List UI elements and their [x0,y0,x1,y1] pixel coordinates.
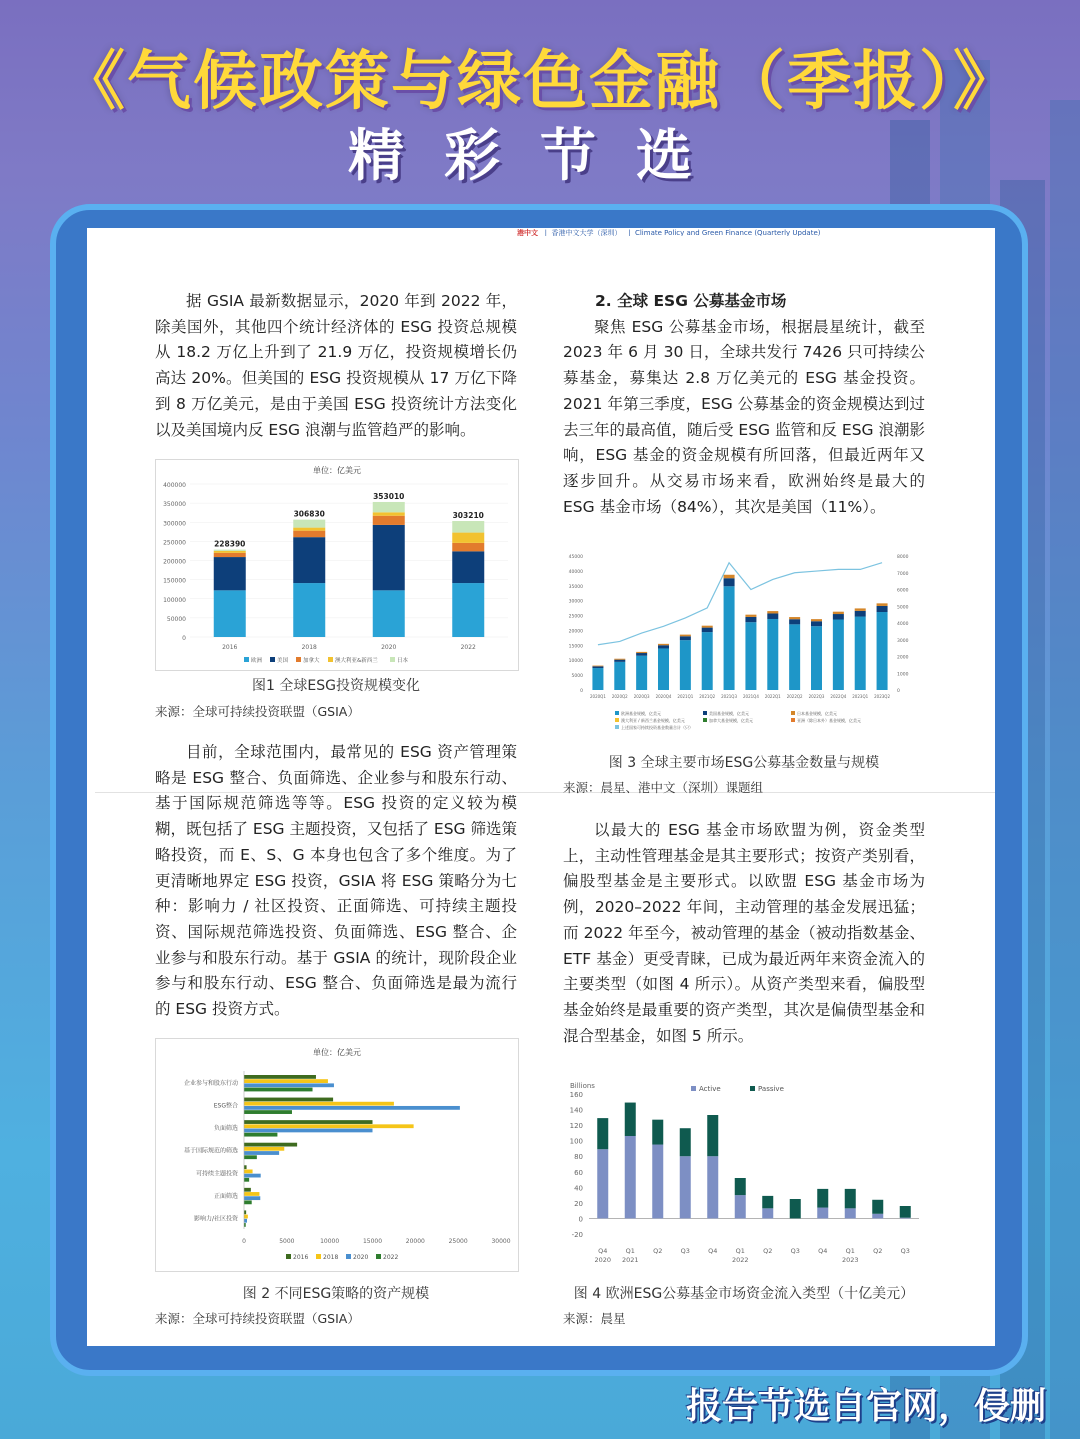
figure-1-bar-加拿大 [293,531,325,538]
figure-1-bar-欧洲 [293,583,325,637]
figure-4-bar-active [762,1208,773,1218]
figure-2-legend-label: 2022 [383,1254,399,1261]
right-column-top [563,289,925,520]
figure-2-legend-label: 2016 [293,1254,309,1261]
figure-3-bar-us [855,611,866,617]
figure-2-xtick: 5000 [279,1238,295,1245]
figure-3-y2tick: 0 [897,689,900,694]
figure-4-bar-active [735,1195,746,1218]
figure-3-y2tick: 5000 [897,605,909,611]
figure-1-bar-日本 [214,550,246,551]
figure-3-bar-other [877,603,888,606]
figure-4-legend-label: Active [699,1085,721,1093]
figure-1-bar-澳大利亚&新西兰 [452,533,484,543]
figure-3-bar-us [745,617,756,622]
figure-2-legend-swatch [286,1254,291,1259]
figure-3-legend-swatch [703,711,707,715]
figure-3-bar-us [877,606,888,612]
figure-4-xtick: Q4 [708,1247,718,1255]
figure-2-bar-2022 [244,1133,277,1137]
figure-4-svg [563,1078,925,1270]
figure-4-ytick: 160 [569,1091,583,1099]
figure-1-bar-日本 [452,521,484,533]
figure-2-bar-2022 [244,1088,313,1092]
figure-1-ytick: 300000 [163,520,186,528]
figure-3-legend-label: 上述国家可持续投资基金数量合计（只） [621,725,693,730]
figure-4-bar-active [680,1156,691,1218]
figure-3-legend-swatch [791,718,795,722]
figure-4-bar-active [652,1145,663,1219]
figure-2-bar-2016 [244,1165,247,1169]
figure-4-ytick: 100 [569,1137,583,1146]
figure-2-category-label: 可持续主题投资 [195,1170,238,1178]
figure-2-bar-2016 [244,1120,373,1124]
figure-4-legend-swatch-active [691,1086,696,1091]
figure-3-legend-label: 澳大利亚 / 新西兰基金规模，亿美元 [621,718,685,723]
figure-4-bar-passive [625,1103,636,1136]
figure-3-y2tick: 1000 [897,672,909,678]
figure-4-xtick: Q1 [735,1247,745,1255]
figure-3-bar-us [767,613,778,619]
figure-4-ytick: 120 [569,1122,583,1131]
figure-1-legend-swatch [244,657,249,662]
figure-1-title: 单位：亿美元 [313,466,361,475]
figure-3-legend-swatch [615,725,619,729]
figure-1-legend-swatch [270,657,275,662]
figure-2-bar-2018 [244,1192,259,1196]
figure-2-category-label: 负面筛选 [213,1125,238,1133]
figure-4-bar-passive [845,1189,856,1208]
figure-4-xtick: Q1 [625,1247,635,1255]
figure-4-legend-label: Passive [758,1085,784,1093]
figure-1-bar-美国 [452,551,484,583]
figure-4-bar-passive [652,1120,663,1145]
figure-4-ytick: 80 [574,1153,583,1162]
figure-3-bar-other [614,659,625,660]
figure-1-xtick: 2018 [301,644,317,651]
figure-1-legend-label: 加拿大 [303,658,320,664]
figure-4-bar-passive [735,1178,746,1195]
figure-3-bar-europe [614,662,625,690]
figure-2-legend-swatch [376,1254,381,1259]
figure-2-bar-2020 [244,1219,247,1223]
left-column-top [155,289,517,443]
figure-3-bar-europe [680,640,691,690]
figure-1-legend-label: 日本 [397,658,409,664]
figure-3-bar-other [592,666,603,667]
figure-3-bar-europe [745,622,756,690]
figure-3-xtick: 2022Q1 [764,694,781,699]
figure-2-category-label: 企业参与和股东行动 [183,1080,238,1087]
figure-3-ytick: 10000 [568,659,583,665]
figure-3-bar-other [702,626,713,628]
figure-2-bar-2018 [244,1079,328,1083]
figure-4-bar-active [845,1208,856,1218]
figure-3-xtick: 2022Q4 [830,694,847,699]
figure-2-bar-2016 [244,1098,333,1102]
figure-4-bar-active [707,1156,718,1218]
figure-2-bar-2018 [244,1215,248,1219]
figure-2-svg [156,1039,518,1271]
figure-3-legend-label: 美国基金规模，亿美元 [709,711,749,716]
figure-1-bar-欧洲 [373,590,405,637]
figure-4-bar-passive [762,1196,773,1208]
figure-4-bar-passive [707,1115,718,1156]
running-header: 港中文 | 香港中文大学（深圳） | Climate Policy and Green Finance (Quarterly Update) [517,229,821,236]
figure-1-svg [156,460,518,670]
figure-3-source: 来源：晨星、港中文（深圳）课题组 [563,780,764,795]
figure-2-caption: 图 2 不同ESG策略的资产规模 [242,1286,430,1302]
figure-2-bar-2020 [244,1106,460,1110]
figure-1-ytick: 250000 [163,539,186,547]
figure-1-bar-日本 [293,520,325,528]
running-header-right: Climate Policy and Green Finance (Quarterly Update) [634,229,821,236]
left-paragraph-2: 目前，全球范围内，最常见的 ESG 资产管理策略是 ESG 整合、负面筛选、企业参与和股东行动、基于国际规范筛选等等。ESG 投资的定义较为模糊，既包括了 ESG 主题投资，又包括了 ESG 筛选策略投资，而 E、S、G 本身也包含了多个维度。为了更清晰地界定 ESG 投资，GSIA 将 ESG 策略分为七种：影响力 / 社区投资、正面筛选、可持续主题投资、国际规范筛选投资、负面筛选、ESG 整合、企业参与和股东行动。基于 GSIA 的统计，现阶段企业参与和股东行动、ESG 整合、负面筛选是最为流行的 ESG 投资方式。 [155,743,517,1019]
figure-3-xtick: 2021Q4 [742,694,759,699]
figure-3-legend-swatch [703,718,707,722]
figure-4-xtick: Q3 [680,1247,690,1255]
figure-3-xtick: 2023Q1 [852,694,869,699]
figure-4-ytick: 40 [574,1184,583,1193]
figure-1-ytick: 200000 [163,558,186,566]
figure-2-bar-2016 [244,1210,246,1214]
figure-2-bar-2018 [244,1147,284,1151]
figure-4-ytick: 60 [574,1168,583,1177]
figure-3-legend-swatch [615,711,619,715]
figure-4-bar-passive [790,1199,801,1218]
figure-4-bar-active [900,1218,911,1219]
figure-3-xtick: 2021Q2 [699,694,716,699]
figure-4-bar-passive [597,1118,608,1149]
figure-1-chart [155,459,519,671]
figure-2-bar-2022 [244,1178,249,1182]
figure-2-source: 来源：全球可持续投资联盟（GSIA） [155,1311,360,1326]
figure-1-ytick: 50000 [166,615,186,623]
figure-2-bar-2020 [244,1174,261,1178]
figure-4-bar-active [817,1208,828,1219]
figure-2-xtick: 30000 [491,1238,511,1245]
figure-1-bar-欧洲 [214,590,246,637]
figure-4-xtick-year: 2021 [621,1256,639,1264]
figure-3-bar-us [789,619,800,624]
figure-4-xtick-year: 2022 [731,1256,749,1264]
figure-3-ytick: 40000 [568,569,583,575]
header-title: 《气候政策与绿色金融（季报）》 [61,45,1019,119]
figure-3-bar-other [789,617,800,619]
figure-4-xtick: Q2 [873,1247,883,1255]
figure-3-ytick: 5000 [571,674,583,680]
figure-3-xtick: 2021Q3 [721,694,738,699]
figure-3-ytick: 25000 [568,614,583,620]
figure-4-xtick: Q4 [598,1247,608,1255]
figure-2-bar-2016 [244,1143,297,1147]
figure-2-bar-2016 [244,1188,251,1192]
figure-1-bar-加拿大 [452,543,484,551]
figure-1-bar-日本 [373,502,405,512]
figure-3-legend-label: 加拿大基金规模，亿美元 [709,718,753,723]
figure-1-legend-swatch [328,657,333,662]
figure-3-bar-us [658,645,669,648]
figure-4-ytick: 0 [578,1215,583,1224]
figure-3-xtick: 2020Q4 [655,694,672,699]
figure-3-bar-us [614,660,625,662]
figure-3-bar-europe [702,632,713,690]
figure-3-y2tick: 6000 [897,588,909,594]
figure-3-bar-us [680,636,691,640]
figure-4-xtick: Q3 [790,1247,800,1255]
figure-3-bar-europe [724,586,735,690]
figure-3-bar-europe [811,626,822,690]
figure-1-xtick: 2016 [222,644,238,651]
figure-1-ytick: 150000 [163,577,186,585]
figure-4-bar-passive [680,1128,691,1156]
figure-4-bar-passive [817,1189,828,1208]
figure-1-source: 来源：全球可持续投资联盟（GSIA） [155,704,360,719]
figure-1-bar-澳大利亚&新西兰 [214,551,246,553]
figure-4-bar-passive [900,1206,911,1218]
figure-4-caption: 图 4 欧洲ESG公募基金市场资金流入类型（十亿美元） [573,1286,915,1302]
figure-3-ytick: 15000 [568,644,583,650]
figure-4-bar-active [625,1136,636,1218]
figure-3-ytick: 35000 [568,584,583,590]
figure-3-y2tick: 4000 [897,622,909,627]
figure-3-bar-other [855,608,866,610]
figure-2-legend-swatch [316,1254,321,1259]
figure-1-caption: 图1 全球ESG投资规模变化 [252,678,420,694]
figure-3-legend-swatch [615,718,619,722]
figure-2-bar-2022 [244,1155,257,1159]
figure-3-bar-us [811,621,822,626]
figure-2-bar-2018 [244,1124,414,1128]
figure-3-bar-europe [877,612,888,690]
figure-3-xtick: 2022Q2 [786,694,803,699]
figure-1-bar-加拿大 [214,553,246,557]
figure-1-legend-label: 澳大利亚&新西兰 [335,658,378,664]
figure-2-legend-label: 2020 [353,1254,369,1261]
figure-3-y2tick: 3000 [897,638,909,644]
figure-4-ytick: 20 [574,1199,583,1208]
figure-1-ytick: 400000 [163,482,186,489]
figure-1-total-label: 228390 [214,539,246,549]
figure-2-category-label: ESG整合 [213,1102,238,1110]
figure-2-bar-2020 [244,1083,334,1087]
figure-4-xtick: Q3 [900,1247,910,1255]
figure-3-bar-europe [767,619,778,690]
figure-1-bar-澳大利亚&新西兰 [373,512,405,515]
figure-3-y2tick: 2000 [897,655,909,661]
figure-1-total-label: 306830 [293,509,325,519]
figure-3-xtick: 2023Q2 [874,694,891,699]
figure-4-ylabel: Billions [570,1082,595,1090]
figure-3-bar-europe [833,620,844,690]
left-paragraph-1: 据 GSIA 最新数据显示，2020 年到 2022 年，除美国外，其他四个统计经济体的 ESG 投资总规模从 18.2 万亿上升到了 21.9 万亿，投资规模增长仍高达 20%。但美国的 ESG 投资规模从 17 万亿下降到 8 万亿美元，是由于美国 ESG 投资统计方法变化以及美国境内反 ESG 浪潮与监管趋严的影响。 [155,292,517,439]
figure-1-bar-加拿大 [373,516,405,525]
figure-4-xtick-year: 2020 [594,1256,612,1264]
figure-3-bar-us [636,653,647,656]
figure-1-legend-swatch [296,657,301,662]
figure-1-bar-欧洲 [452,583,484,637]
figure-2-xtick: 25000 [448,1238,468,1245]
figure-3-bar-other [745,615,756,617]
figure-1-legend-label: 美国 [277,658,289,664]
figure-3-bar-us [592,666,603,668]
right-paragraph-2: 以最大的 ESG 基金市场欧盟为例，资金类型上，主动性管理基金是其主要形式；按资产类别看，偏股型基金是主要形式。以欧盟 ESG 基金市场为例，2020–2022 年间，主动管理的基金发展迅猛；而 2022 年至今，被动管理的基金（被动指数基金、ETF 基金）更受青睐，已成为最近两年来资金流入的主要类型（如图 4 所示）。从资产类型来看，偏股型基金始终是最重要的资产类型，其次是偏债型基金和混合型基金，如图 5 所示。 [563,821,925,1045]
figure-1-bar-澳大利亚&新西兰 [293,528,325,531]
figure-2-bar-2022 [244,1200,252,1204]
figure-3-bar-other [833,612,844,614]
page-divider [95,792,995,793]
header-subtitle: 精彩节选 [348,124,732,189]
figure-3-xtick: 2020Q1 [589,694,606,699]
figure-2-bar-2020 [244,1151,279,1155]
figure-2-xtick: 10000 [320,1238,340,1245]
figure-2-xtick: 0 [242,1238,246,1245]
figure-4-source: 来源：晨星 [563,1311,626,1326]
figure-1-xtick: 2020 [381,644,397,651]
figure-3-legend-label: 日本基金规模，亿美元 [797,711,837,716]
figure-3-ytick: 45000 [568,555,583,560]
figure-3-bar-europe [789,624,800,690]
figure-3-xtick: 2020Q3 [633,694,650,699]
document-page [87,228,995,1346]
figure-1-bar-美国 [293,537,325,583]
figure-3-bar-europe [636,656,647,690]
figure-1-bar-美国 [214,557,246,590]
figure-2-chart [155,1038,519,1272]
figure-4-ytick: 140 [569,1106,583,1115]
figure-4-xtick: Q2 [653,1247,663,1255]
figure-4-chart [563,1078,925,1270]
figure-3-ytick: 20000 [568,629,583,635]
figure-2-bar-2018 [244,1102,394,1106]
figure-2-xtick: 20000 [405,1238,425,1245]
figure-1-bar-美国 [373,525,405,590]
figure-1-ytick: 350000 [163,501,186,509]
figure-3-svg [563,546,925,738]
figure-2-category-label: 正面筛选 [213,1192,238,1200]
figure-3-y2tick: 8000 [897,555,909,560]
figure-2-xtick: 15000 [362,1238,383,1245]
figure-3-xtick: 2022Q3 [808,694,825,699]
figure-3-legend-label: 亚洲（除日本外）基金规模，亿美元 [797,718,861,723]
figure-2-bar-2018 [244,1169,253,1173]
footer-note: 报告节选自官网，侵删 [685,1386,1046,1427]
figure-2-legend-swatch [346,1254,351,1259]
figure-1-total-label: 303210 [452,511,484,521]
figure-3-y2tick: 7000 [897,571,909,577]
figure-3-bar-other [680,635,691,637]
running-header-left: 香港中文大学（深圳） [551,229,622,236]
figure-2-bar-2022 [244,1110,292,1114]
figure-1-ytick: 100000 [163,596,186,604]
figure-1-legend-label: 欧洲 [251,658,263,664]
figure-2-title: 单位：亿美元 [313,1048,361,1057]
figure-3-bar-us [724,578,735,586]
figure-4-bar-passive [872,1200,883,1214]
figure-3-bar-other [811,619,822,621]
figure-4-ytick: -20 [571,1231,583,1239]
figure-2-legend-label: 2018 [323,1254,339,1261]
figure-1-total-label: 353010 [373,491,405,501]
figure-1-ytick: 0 [182,635,186,642]
left-column-bottom [155,740,517,1023]
figure-2-bar-2020 [244,1196,260,1200]
figure-3-bar-other [767,611,778,613]
figure-2-category-label: 基于国际规范的筛选 [183,1147,238,1155]
figure-3-bar-other [724,575,735,578]
figure-3-legend-swatch [791,711,795,715]
figure-3-xtick: 2021Q1 [677,694,694,699]
figure-4-bar-active [597,1149,608,1218]
section-heading: 2. 全球 ESG 公募基金市场 [595,292,787,310]
figure-3-xtick: 2020Q2 [611,694,628,699]
figure-3-bar-us [702,628,713,633]
figure-4-xtick: Q2 [763,1247,773,1255]
figure-2-bar-2020 [244,1129,373,1133]
figure-3-bar-other [636,652,647,653]
figure-3-ytick: 30000 [568,599,583,605]
figure-4-xtick: Q1 [845,1247,855,1255]
figure-3-bar-us [833,614,844,619]
figure-3-legend-label: 欧洲基金规模，亿美元 [621,711,661,716]
running-header-brand: 港中文 [517,229,538,236]
figure-1-xtick: 2022 [460,644,476,651]
right-paragraph-1: 聚焦 ESG 公募基金市场，根据晨星统计，截至 2023 年 6 月 30 日，全球共发行 7426 只可持续公募基金，募集达 2.8 万亿美元的 ESG 基金投资。2021 年第三季度，ESG 公募基金的资金规模达到过去三年的最高值，随后受 ESG 监管和反 ESG 浪潮影响，ESG 基金的资金规模有所回落，但最近两年又逐步回升。从交易市场来看，欧洲始终是最大的 ESG 基金市场（84%），其次是美国（11%）。 [563,317,925,516]
figure-4-xtick: Q4 [818,1247,828,1255]
figure-3-ytick: 0 [580,689,583,694]
figure-3-caption: 图 3 全球主要市场ESG公募基金数量与规模 [608,755,880,771]
figure-3-bar-europe [658,648,669,690]
right-column-bottom [563,818,925,1049]
figure-2-bar-2016 [244,1075,316,1079]
figure-1-legend-swatch [390,657,395,662]
figure-3-bar-europe [592,668,603,690]
figure-4-legend-swatch-passive [750,1086,755,1091]
figure-3-bar-europe [855,617,866,690]
figure-3-chart [563,546,925,738]
figure-3-bar-other [658,644,669,645]
figure-4-bar-active [872,1214,883,1219]
figure-4-xtick-year: 2023 [841,1256,859,1264]
figure-2-category-label: 影响力/社区投资 [193,1215,238,1223]
